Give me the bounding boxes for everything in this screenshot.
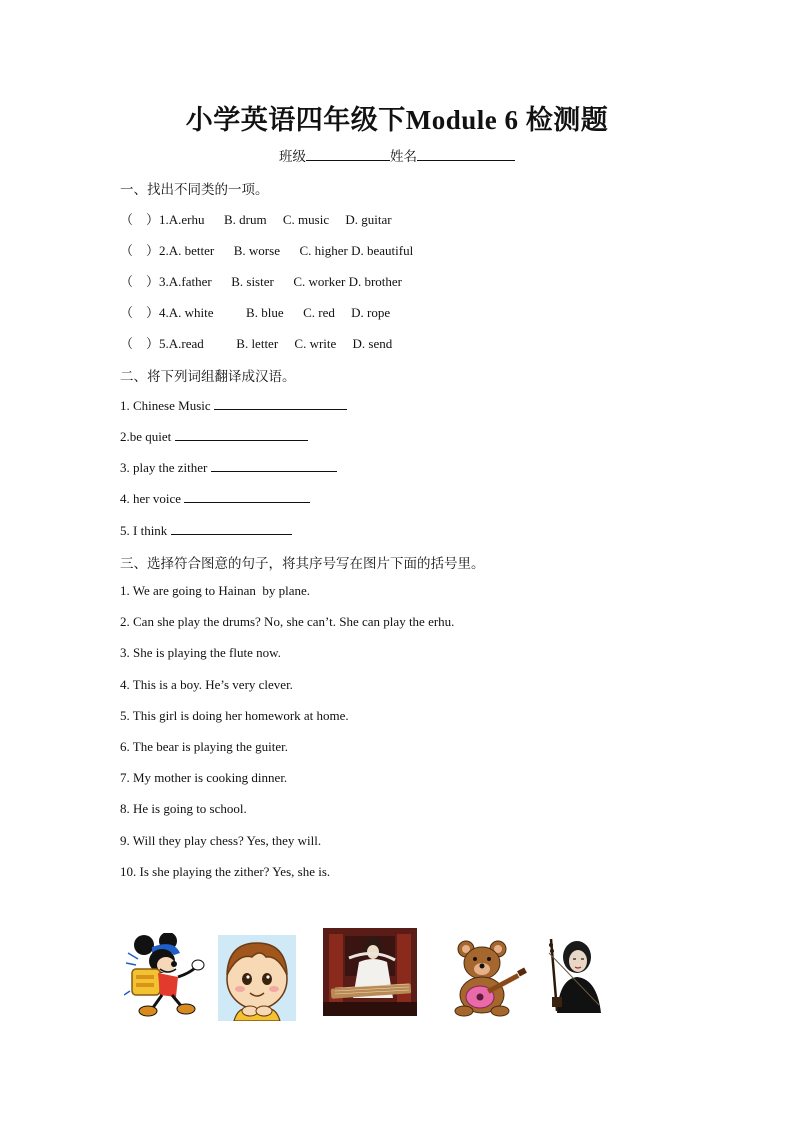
section3-item-9: 9. Will they play chess? Yes, they will. xyxy=(120,833,322,848)
mouse-cartoon-icon xyxy=(124,933,208,1019)
section3-item-10: 10. Is she playing the zither? Yes, she is. xyxy=(120,864,331,879)
item-text: 5.A.read B. letter C. write D. send xyxy=(159,336,393,351)
section1-item-1 xyxy=(120,209,392,228)
phrase-text: 2.be quiet xyxy=(120,429,172,444)
answer-paren[interactable]: （ ） xyxy=(120,336,160,351)
page-title: 小学英语四年级下Module 6 检测题 xyxy=(185,105,609,135)
section3-item-2: 2. Can she play the drums? No, she can’t. She can play the erhu. xyxy=(120,614,455,629)
class-label: 班级 xyxy=(279,149,306,164)
class-blank[interactable] xyxy=(306,147,390,161)
section3-heading: 三、选择符合图意的句子，将其序号写在图片下面的括号里。 xyxy=(120,556,485,571)
answer-paren[interactable]: （ ） xyxy=(120,243,160,258)
answer-blank[interactable] xyxy=(184,489,310,503)
section2-item-5 xyxy=(120,521,292,539)
boy-cartoon-icon xyxy=(218,935,296,1021)
section2-item-3 xyxy=(120,458,337,476)
phrase-text: 3. play the zither xyxy=(120,460,208,475)
phrase-text: 1. Chinese Music xyxy=(120,398,211,413)
name-blank[interactable] xyxy=(417,147,515,161)
section2-item-4 xyxy=(120,489,310,507)
phrase-text: 4. her voice xyxy=(120,491,182,506)
section1-item-3 xyxy=(120,271,402,290)
section3-item-5: 5. This girl is doing her homework at home. xyxy=(120,708,349,723)
answer-paren[interactable]: （ ） xyxy=(120,305,160,320)
phrase-text: 5. I think xyxy=(120,523,168,538)
item-text: 3.A.father B. sister C. worker D. brother xyxy=(159,274,402,289)
section2-item-2 xyxy=(120,427,308,445)
zither-player-photo xyxy=(323,928,417,1016)
answer-blank[interactable] xyxy=(175,427,308,441)
section3-item-6: 6. The bear is playing the guiter. xyxy=(120,739,288,754)
answer-paren[interactable]: （ ） xyxy=(120,274,160,289)
item-text: 1.A.erhu B. drum C. music D. guitar xyxy=(159,212,392,227)
section3-item-8: 8. He is going to school. xyxy=(120,801,247,816)
student-info-line xyxy=(0,145,794,165)
section3-item-1: 1. We are going to Hainan by plane. xyxy=(120,583,311,598)
section1-heading: 一、找出不同类的一项。 xyxy=(120,182,269,197)
section2-heading: 二、将下列词组翻译成汉语。 xyxy=(120,369,296,384)
item-text: 2.A. better B. worse C. higher D. beautiful xyxy=(159,243,414,258)
section3-item-4: 4. This is a boy. He’s very clever. xyxy=(120,677,293,692)
bear-guitar-icon xyxy=(452,937,532,1017)
erhu-player-photo xyxy=(543,935,607,1013)
answer-paren[interactable]: （ ） xyxy=(120,212,160,227)
section3-item-3: 3. She is playing the flute now. xyxy=(120,645,281,660)
section1-item-4 xyxy=(120,302,390,321)
section1-item-5 xyxy=(120,333,392,352)
section3-item-7: 7. My mother is cooking dinner. xyxy=(120,770,288,785)
item-text: 4.A. white B. blue C. red D. rope xyxy=(159,305,391,320)
section1-item-2 xyxy=(120,240,413,259)
picture-row xyxy=(0,925,794,1025)
answer-blank[interactable] xyxy=(211,458,337,472)
answer-blank[interactable] xyxy=(214,396,347,410)
name-label: 姓名 xyxy=(390,149,417,164)
section2-item-1 xyxy=(120,396,347,414)
answer-blank[interactable] xyxy=(171,521,292,535)
